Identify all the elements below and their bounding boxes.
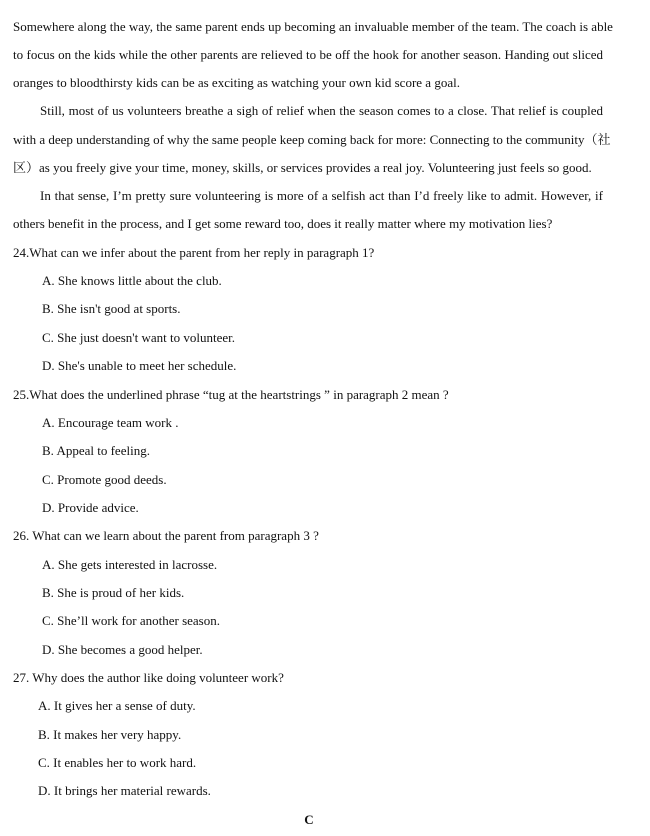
question-26-option-c: C. She’ll work for another season. — [42, 613, 220, 628]
passage-line: with a deep understanding of why the same people keep coming back for more: Connecting to the community（社 — [13, 132, 611, 147]
passage-line: Still, most of us volunteers breathe a sigh of relief when the season comes to a close. That relief is coupled — [40, 103, 603, 118]
question-27-option-a: A. It gives her a sense of duty. — [38, 698, 196, 713]
question-26-option-d: D. She becomes a good helper. — [42, 642, 203, 657]
question-26-option-b: B. She is proud of her kids. — [42, 585, 185, 600]
passage-line: to focus on the kids while the other parents are relieved to be off the hook for another season. Handing out sliced — [13, 47, 603, 62]
question-24-option-a: A. She knows little about the club. — [42, 273, 222, 288]
section-heading: C — [304, 812, 314, 827]
question-24-option-c: C. She just doesn't want to volunteer. — [42, 330, 235, 345]
question-25-stem: 25.What does the underlined phrase “tug at the heartstrings ” in paragraph 2 mean ? — [13, 387, 449, 402]
question-25-option-c: C. Promote good deeds. — [42, 472, 167, 487]
passage-line: 区）as you freely give your time, money, skills, or services provides a real joy. Volunteering just feels so good. — [13, 160, 592, 175]
passage-line: Somewhere along the way, the same parent ends up becoming an invaluable member of the team. The coach is able — [13, 19, 613, 34]
question-25-option-d: D. Provide advice. — [42, 500, 139, 515]
passage-line: others benefit in the process, and I get some reward too, does it really matter where my motivation lies? — [13, 216, 553, 231]
question-25-option-a: A. Encourage team work . — [42, 415, 179, 430]
question-27-option-b: B. It makes her very happy. — [38, 727, 182, 742]
question-24-stem: 24.What can we infer about the parent from her reply in paragraph 1? — [13, 245, 375, 260]
question-26-option-a: A. She gets interested in lacrosse. — [42, 557, 218, 572]
question-27-option-d: D. It brings her material rewards. — [38, 783, 211, 798]
question-24-option-b: B. She isn't good at sports. — [42, 301, 181, 316]
question-27-stem: 27. Why does the author like doing volunteer work? — [13, 670, 284, 685]
passage-line: oranges to bloodthirsty kids can be as exciting as watching your own kid score a goal. — [13, 75, 460, 90]
question-25-option-b: B. Appeal to feeling. — [42, 443, 150, 458]
question-27-option-c: C. It enables her to work hard. — [38, 755, 197, 770]
passage-line: In that sense, I’m pretty sure volunteering is more of a selfish act than I’d freely like to admit. However, if — [40, 188, 603, 203]
question-24-option-d: D. She's unable to meet her schedule. — [42, 358, 237, 373]
question-26-stem: 26. What can we learn about the parent from paragraph 3 ? — [13, 528, 319, 543]
